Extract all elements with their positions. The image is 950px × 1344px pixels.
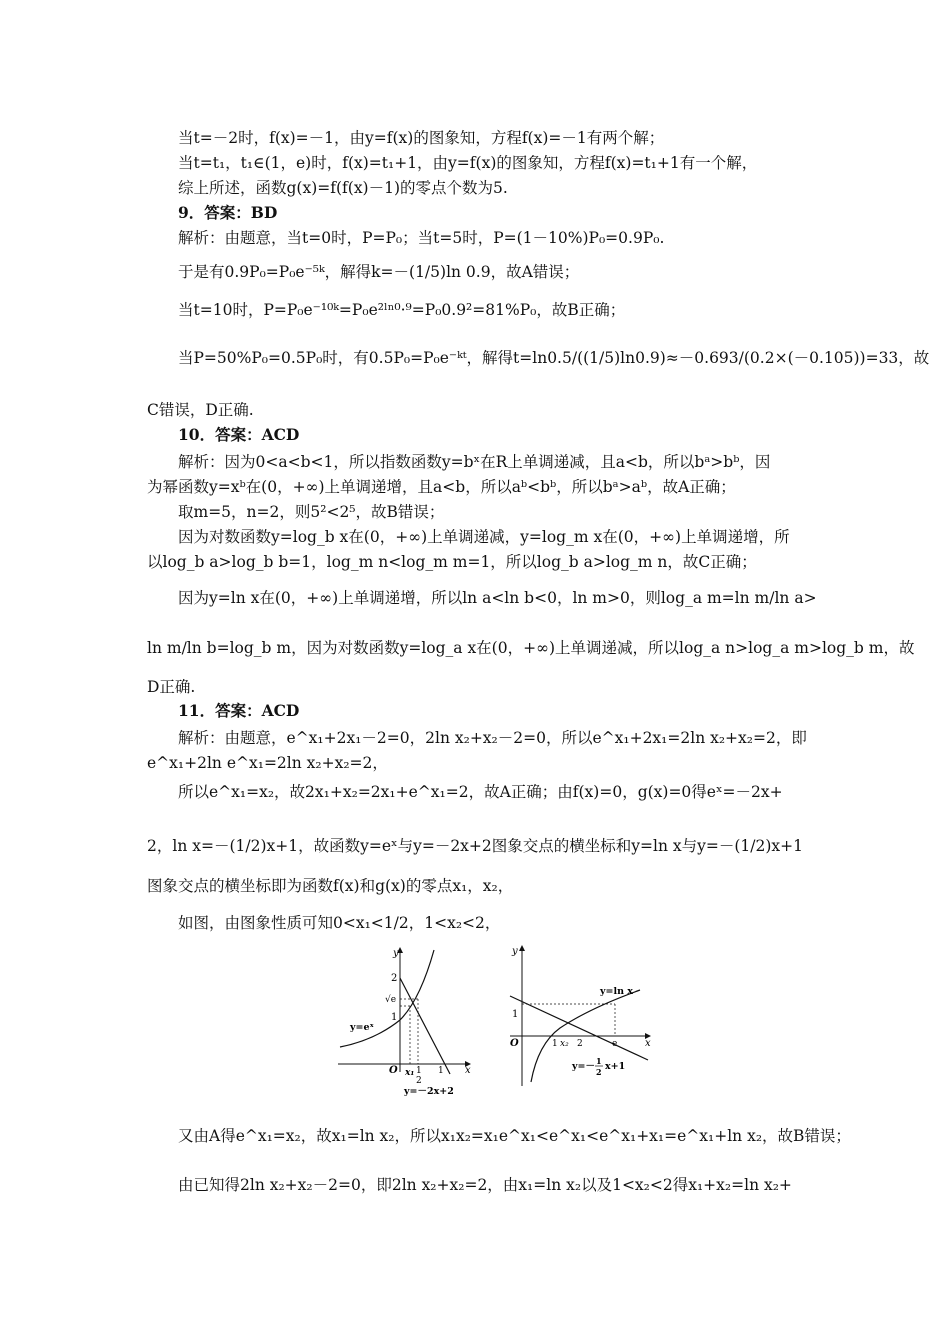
figure-log-line <box>500 938 660 1088</box>
text-line: 解析：由题意，e^x₁+2x₁－2=0，2ln x₂+x₂－2=0，所以e^x₁+2x₁=2ln x₂+x₂=2，即 <box>178 729 807 747</box>
text-line: 又由A得e^x₁=x₂，故x₁=ln x₂，所以x₁x₂=x₁e^x₁<e^x₁<e^x₁+x₁=e^x₁+ln x₂，故B错误； <box>178 1127 851 1145</box>
curve-label: y=eˣ <box>350 1022 375 1033</box>
tick-label: √e <box>385 995 397 1005</box>
line-label: 2 <box>596 1067 602 1077</box>
answer-heading: 9．答案：BD <box>178 203 278 222</box>
text-line: 当t=10时，P=P₀e⁻¹⁰ᵏ=P₀e²ˡⁿ⁰·⁹=P₀0.9²=81%P₀，故B正确； <box>178 301 626 319</box>
text-line: 为幂函数y=xᵇ在(0，+∞)上单调递增，且a<b，所以aᵇ<bᵇ，所以bᵃ>aᵇ，故A正确； <box>147 478 736 496</box>
tick-label: x₂ <box>560 1039 569 1049</box>
tick-label: 2 <box>577 1039 583 1049</box>
axis-label: x <box>645 1038 651 1049</box>
text-line: 于是有0.9P₀=P₀e⁻⁵ᵏ，解得k=－(1/5)ln 0.9，故A错误； <box>178 263 580 281</box>
text-line: C错误，D正确. <box>147 401 254 419</box>
text-line: e^x₁+2ln e^x₁=2ln x₂+x₂=2， <box>147 754 388 772</box>
text-line: 当t=－2时，f(x)=－1，由y=f(x)的图象知，方程f(x)=－1有两个解； <box>178 129 665 147</box>
text-line: 所以e^x₁=x₂，故2x₁+x₂=2x₁+e^x₁=2，故A正确；由f(x)=0，g(x)=0得eˣ=－2x+ <box>178 783 783 801</box>
text-line: 因为y=ln x在(0，+∞)上单调递增，所以ln a<ln b<0，ln m>0，则log_a m=ln m/ln a> <box>178 589 817 607</box>
origin-label: O <box>389 1065 398 1076</box>
tick-label: e <box>612 1039 618 1049</box>
text-line: 2，ln x=－(1/2)x+1，故函数y=eˣ与y=－2x+2图象交点的横坐标和y=ln x与y=－(1/2)x+1 <box>147 837 803 855</box>
line-label: y=－ <box>572 1061 595 1072</box>
tick-label: x₁ <box>405 1068 415 1078</box>
line-label: x+1 <box>605 1061 626 1072</box>
axis-label: y <box>512 946 518 957</box>
linear-line <box>400 978 450 1074</box>
text-line: 综上所述，函数g(x)=f(f(x)－1)的零点个数为5. <box>178 179 508 197</box>
answer-heading: 11．答案：ACD <box>178 701 300 720</box>
text-line: 以log_b a>log_b b=1，log_m n<log_m m=1，所以log_b a>log_m n，故C正确； <box>147 553 757 571</box>
linear-line <box>510 996 648 1060</box>
text-line: 当t=t₁，t₁∈(1，e)时，f(x)=t₁+1，由y=f(x)的图象知，方程f(x)=t₁+1有一个解， <box>178 154 758 172</box>
text-line: 解析：因为0<a<b<1，所以指数函数y=bˣ在R上单调递减，且a<b，所以bᵃ>bᵇ，因 <box>178 453 771 471</box>
answer-heading: 10．答案：ACD <box>178 425 300 444</box>
text-line: ln m/ln b=log_b m，因为对数函数y=log_a x在(0，+∞)上单调递减，所以log_a n>log_a m>log_b m，故 <box>147 639 915 657</box>
curve-label: y=ln x <box>600 986 633 997</box>
text-line: D正确. <box>147 678 196 696</box>
tick-label: 1 <box>512 1009 519 1020</box>
text-line: 如图，由图象性质可知0<x₁<1/2，1<x₂<2， <box>178 914 501 932</box>
tick-label: 1 <box>438 1066 444 1076</box>
tick-label: 2 <box>391 973 398 984</box>
tick-label: 2 <box>416 1076 422 1086</box>
tick-label: 1 <box>416 1066 422 1076</box>
tick-label: 1 <box>552 1039 558 1049</box>
tick-label: 1 <box>391 1012 398 1023</box>
text-line: 解析：由题意，当t=0时，P=P₀；当t=5时，P=(1－10%)P₀=0.9P₀. <box>178 229 665 247</box>
text-line: 因为对数函数y=log_b x在(0，+∞)上单调递减，y=log_m x在(0，+∞)上单调递增，所 <box>178 528 790 546</box>
line-label: 1 <box>596 1056 602 1066</box>
text-line: 当P=50%P₀=0.5P₀时，有0.5P₀=P₀e⁻ᵏᵗ，解得t=ln0.5/((1/5)ln0.9)≈－0.693/(0.2×(－0.105))=33，故 <box>178 349 930 367</box>
figure-exp-line <box>330 940 480 1097</box>
line-label: y=－2x+2 <box>404 1086 454 1097</box>
text-line: 图象交点的横坐标即为函数f(x)和g(x)的零点x₁，x₂， <box>147 877 514 895</box>
text-line: 由已知得2ln x₂+x₂－2=0，即2ln x₂+x₂=2，由x₁=ln x₂以及1<x₂<2得x₁+x₂=ln x₂+ <box>178 1176 792 1194</box>
axis-label: x <box>465 1065 471 1076</box>
text-line: 取m=5，n=2，则5²<2⁵，故B错误； <box>178 503 445 521</box>
origin-label: O <box>510 1038 519 1049</box>
axis-label: y <box>393 948 399 959</box>
